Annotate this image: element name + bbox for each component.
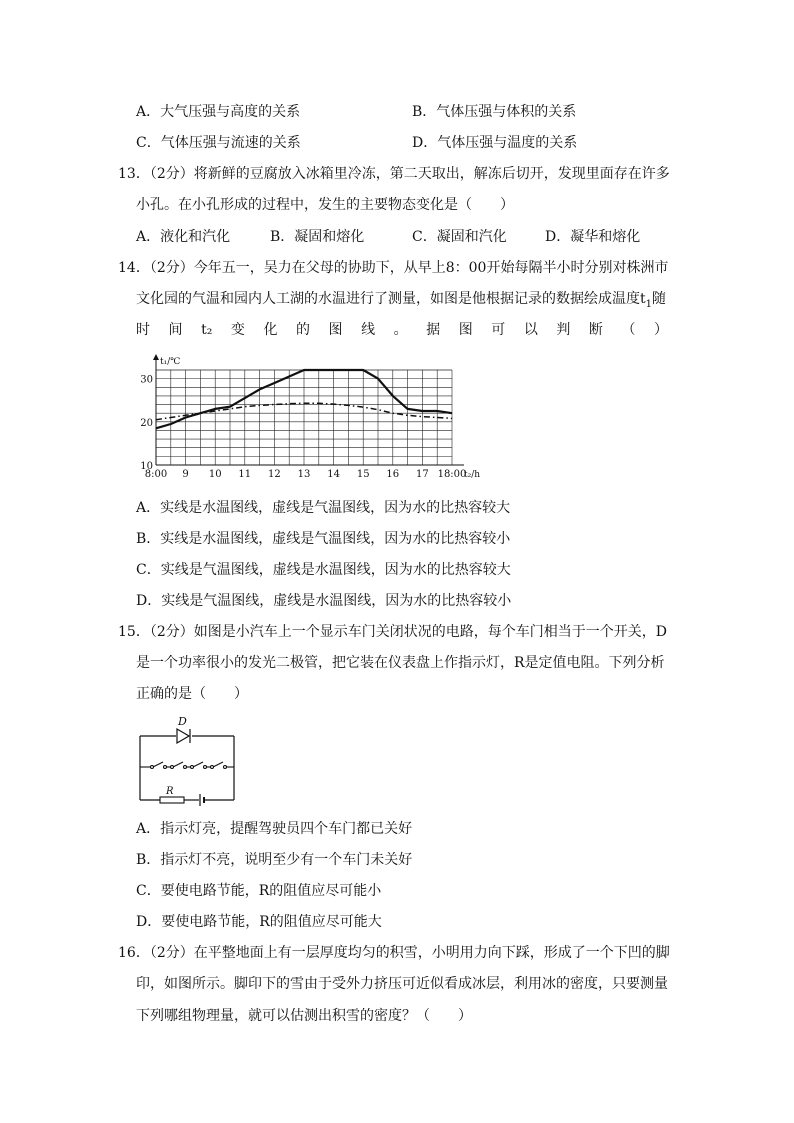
q14-l3-char: 可 [491,322,506,338]
chart-grid [156,370,452,465]
temperature-chart [128,352,490,486]
q14-l3-char: 的 [295,322,310,338]
x-tick-label: 12 [268,469,281,480]
q13-stem-line2: 小孔。在小孔形成的过程中，发生的主要物态变化是（ ） [136,197,514,213]
q12-option-c: C．气体压强与流速的关系 [136,135,301,151]
x-tick-label: 11 [238,469,252,480]
q15-option-c: C．要使电路节能，R的阻值应尽可能小 [136,883,382,899]
q14-stem-line2-text: 文化园的气温和园内人工湖的水温进行了测量，如图是他根据记录的数据绘成温度t [136,291,646,307]
q14-stem-line3 [136,320,668,340]
q14-option-c: C．实线是气温图线，虚线是水温图线，因为水的比热容较大 [136,562,511,578]
q13-stem-line1: 13．（2分）将新鲜的豆腐放入冰箱里冷冻，第二天取出，解冻后切开，发现里面存在许多 [118,166,670,182]
q13-option-d: D．凝华和熔化 [545,229,641,245]
x-tick-label: 17 [416,469,429,480]
y-axis-label: t₁/℃ [160,357,181,367]
q14-stem-line1: 14．（2分）今年五一，吴力在父母的协助下，从早上8：00开始每隔半小时分别对株洲市 [118,260,669,276]
q14-l3-char: 据 [426,322,441,338]
q16-stem-line2: 印，如图所示。脚印下的雪由于受外力挤压可近似看成冰层，利用冰的密度，只要测量 [136,976,668,992]
diode-label: D [178,715,187,728]
q14-subscript: 1 [645,298,652,310]
q14-l3-char: t₂ [201,322,213,338]
y-tick-label: 20 [140,417,153,429]
q14-l3-char: 间 [168,322,183,338]
circuit-diagram [134,712,240,806]
q12-option-d: D．气体压强与温度的关系 [412,135,578,151]
q14-l3-char: 化 [263,322,278,338]
q14-l3-char: 断 [588,322,603,338]
q13-option-a: A．液化和汽化 [136,229,231,245]
q16-stem-line3: 下列哪组物理量，就可以估测出积雪的密度？（ ） [136,1008,472,1024]
x-tick-label: 9 [182,469,189,480]
q14-l3-char: 图 [458,322,473,338]
diode-symbol [177,729,190,743]
q15-option-b: B．指示灯不亮，说明至少有一个车门未关好 [136,852,413,868]
y-axis-arrow [153,354,159,360]
chart-labels [140,357,480,480]
q14-stem-line2 [136,289,666,315]
x-tick-label: 18:00 [437,469,467,480]
q12-option-a: A．大气压强与高度的关系 [136,104,301,120]
q14-l3-char: ） [654,322,668,338]
q14-option-d: D．实线是气温图线，虚线是水温图线，因为水的比热容较小 [136,593,512,609]
q14-option-a: A．实线是水温图线，虚线是气温图线，因为水的比热容较大 [136,500,511,516]
q15-option-a: A．指示灯亮，提醒驾驶员四个车门都已关好 [136,821,413,837]
q14-l3-char: （ [621,322,636,338]
resistor-symbol [160,797,184,803]
q14-l3-char: 图 [328,322,343,338]
q13-option-c: C．凝固和汽化 [412,229,507,245]
x-tick-label: 13 [297,469,311,480]
x-tick-label: 16 [386,469,400,480]
q14-l3-char: 变 [230,322,245,338]
battery-symbol [200,794,204,806]
q14-l3-char: 以 [523,322,538,338]
q14-l3-char: 时 [136,322,150,338]
q14-option-b: B．实线是水温图线，虚线是气温图线，因为水的比热容较小 [136,531,511,547]
q12-option-b: B．气体压强与体积的关系 [412,104,577,120]
q13-option-b: B．凝固和熔化 [270,229,365,245]
x-tick-label: 8:00 [144,469,168,480]
q15-stem-line1: 15．（2分）如图是小汽车上一个显示车门关闭状况的电路，每个车门相当于一个开关，D [118,624,667,640]
q14-l3-char: 线 [361,322,376,338]
q14-l3-char: 判 [556,322,571,338]
q16-stem-line1: 16．（2分）在平整地面上有一层厚度均匀的积雪，小明用力向下踩，形成了一个下凹的脚 [118,945,670,961]
x-tick-label: 10 [208,469,222,480]
q15-option-d: D．要使电路节能，R的阻值应尽可能大 [136,914,382,930]
q15-stem-line3: 正确的是（ ） [136,686,248,702]
x-axis-label: t₂/h [464,470,481,480]
resistor-label: R [166,786,174,797]
switch-branch [140,762,234,769]
y-tick-label: 10 [140,461,153,472]
q14-stem-line2-tail: 随 [652,291,666,307]
x-tick-label: 15 [356,469,370,480]
y-tick-label: 30 [140,374,153,386]
x-tick-label: 14 [327,469,340,480]
q15-stem-line2: 是一个功率很小的发光二极管，把它装在仪表盘上作指示灯，R是定值电阻。下列分析 [136,655,665,671]
q14-l3-char: 。 [393,322,408,338]
